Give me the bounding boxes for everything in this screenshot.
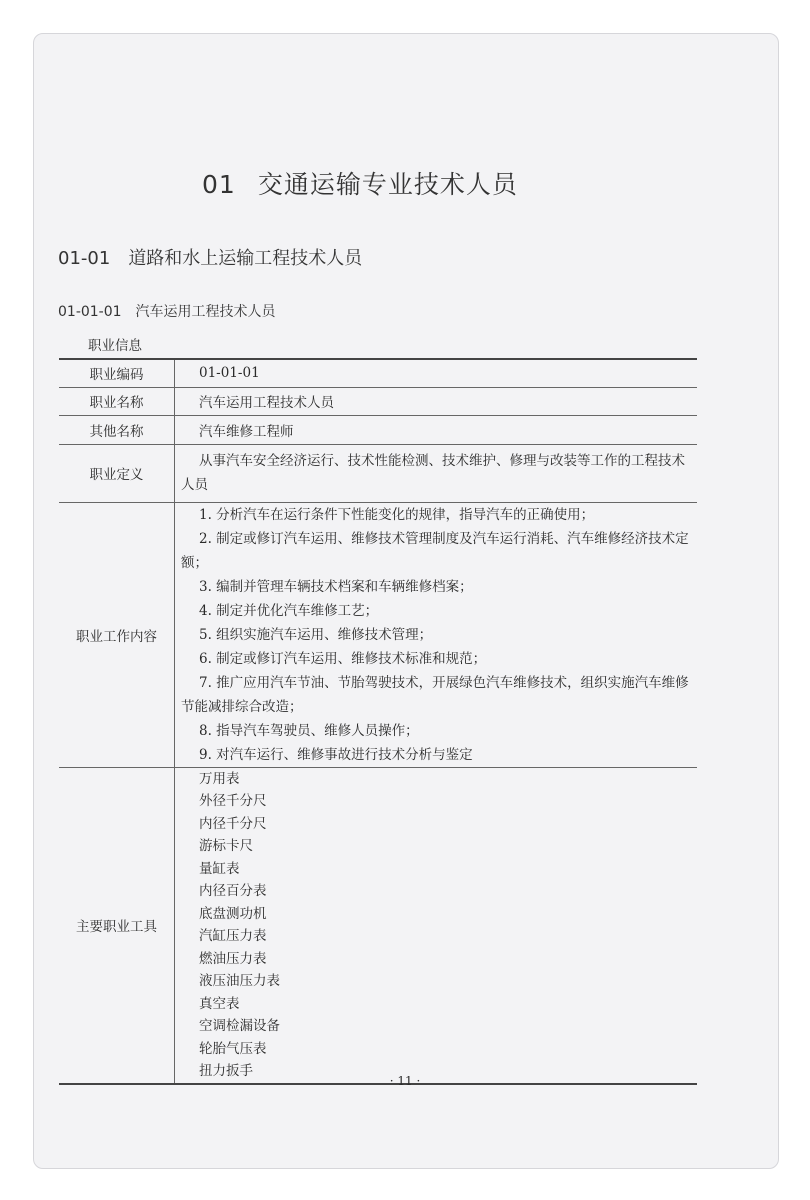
tools-list	[175, 767, 698, 1084]
list-item: 3. 编制并管理车辆技术档案和车辆维修档案；	[199, 578, 473, 595]
list-item: 液压油压力表	[199, 973, 280, 989]
list-item: 轮胎气压表	[199, 1040, 267, 1057]
section-heading	[58, 244, 362, 270]
chapter-title: 交通运输专业技术人员	[257, 170, 518, 199]
list-item: 8. 指导汽车驾驶员、维修人员操作；	[199, 722, 419, 739]
row-label: 职业编码	[59, 359, 175, 387]
subsection-number: 01-01-01	[58, 304, 122, 320]
table-row	[59, 444, 697, 502]
list-item: 4. 制定并优化汽车维修工艺；	[199, 602, 379, 619]
list-item: 5. 组织实施汽车运用、维修技术管理；	[199, 626, 433, 643]
chapter-heading	[202, 165, 518, 201]
section-number: 01-01	[58, 248, 111, 269]
row-label: 主要职业工具	[59, 767, 175, 1084]
page-number: · 11 ·	[389, 1074, 421, 1088]
list-item: 真空表	[199, 995, 240, 1012]
list-item: 6. 制定或修订汽车运用、维修技术标准和规范；	[199, 650, 487, 667]
section-title: 道路和水上运输工程技术人员	[128, 248, 363, 269]
list-item: 底盘测功机	[199, 905, 267, 922]
list-item: 量缸表	[199, 860, 240, 877]
list-item: 燃油压力表	[199, 950, 267, 967]
list-item: 1. 分析汽车在运行条件下性能变化的规律，指导汽车的正确使用；	[199, 506, 595, 523]
table-row	[59, 359, 697, 387]
list-item: 9. 对汽车运行、维修事故进行技术分析与鉴定	[199, 746, 473, 763]
list-item: 扭力扳手	[199, 1063, 253, 1079]
info-label: 职业信息	[88, 338, 142, 354]
occupation-table	[59, 358, 697, 1085]
table-row	[59, 415, 697, 444]
list-item: 7. 推广应用汽车节油、节胎驾驶技术，开展绿色汽车维修技术，组织实施汽车维修节能减排综合改造；	[181, 674, 689, 715]
row-value: 汽车运用工程技术人员	[175, 387, 698, 415]
table-row	[59, 767, 697, 1084]
subsection-title: 汽车运用工程技术人员	[135, 304, 276, 320]
list-item: 内径千分尺	[199, 815, 267, 832]
row-label: 职业定义	[59, 444, 175, 502]
list-item: 2. 制定或修订汽车运用、维修技术管理制度及汽车运行消耗、汽车维修经济技术定额；	[181, 530, 689, 571]
table-row	[59, 502, 697, 767]
chapter-number: 01	[202, 170, 236, 199]
table-row	[59, 387, 697, 415]
list-item: 游标卡尺	[199, 838, 253, 854]
list-item: 外径千分尺	[199, 793, 267, 809]
row-value: 01-01-01	[175, 359, 698, 387]
row-value: 汽车维修工程师	[175, 415, 698, 444]
subsection-heading	[58, 301, 276, 321]
row-value: 从事汽车安全经济运行、技术性能检测、技术维护、修理与改装等工作的工程技术人员	[181, 453, 685, 493]
row-label: 其他名称	[59, 415, 175, 444]
row-label: 职业工作内容	[59, 502, 175, 767]
list-item: 内径百分表	[199, 883, 267, 899]
row-label: 职业名称	[59, 387, 175, 415]
list-item: 空调检漏设备	[199, 1018, 280, 1034]
work-content-list	[175, 502, 698, 767]
list-item: 万用表	[199, 770, 240, 787]
list-item: 汽缸压力表	[199, 928, 267, 944]
